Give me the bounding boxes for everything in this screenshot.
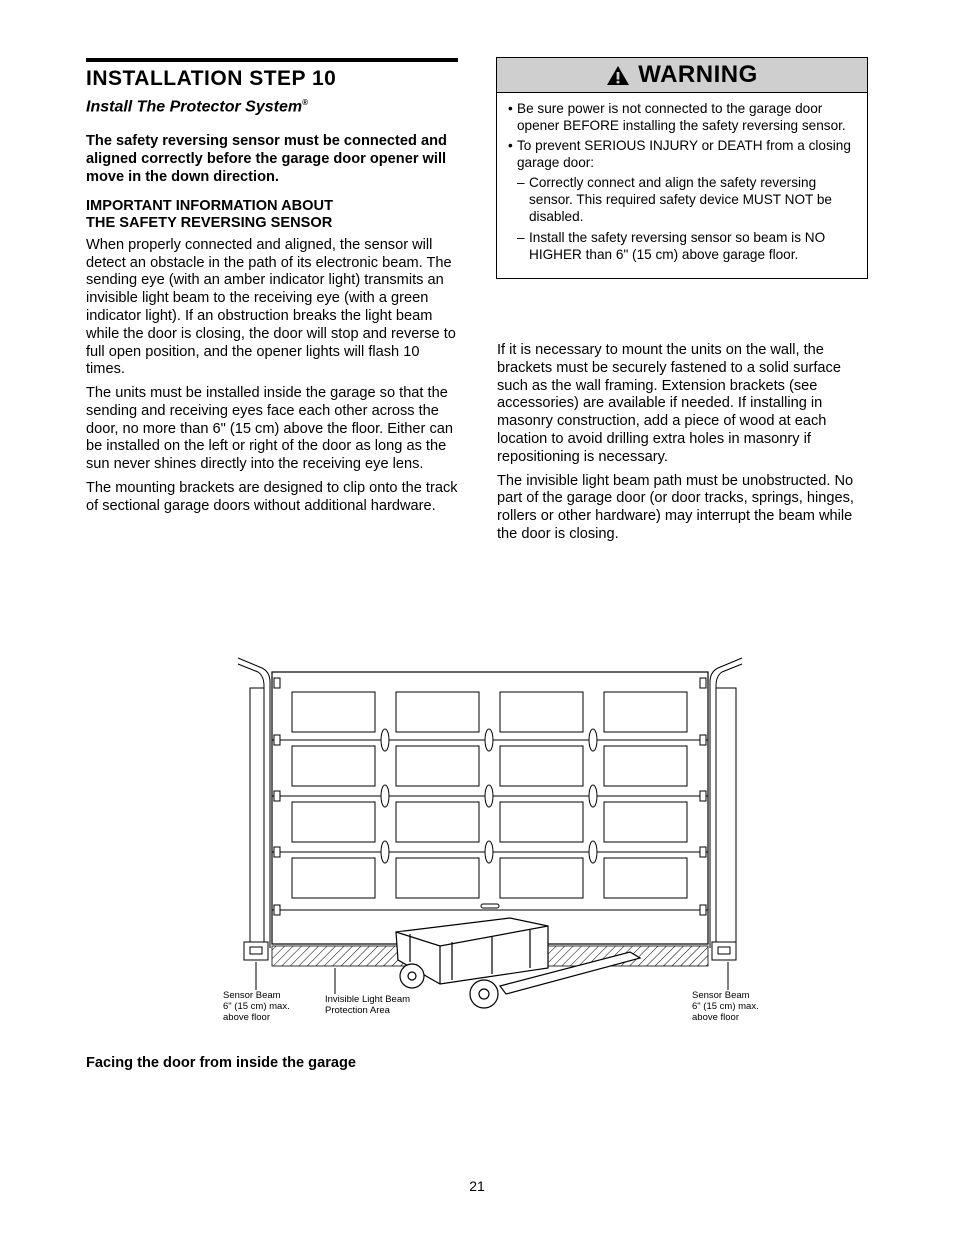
intro-paragraph: The safety reversing sensor must be connected and aligned correctly before the garage door opener will move in the down direction. xyxy=(86,133,447,185)
warning-sub-item-text: Correctly connect and align the safety reversing sensor. This required safety device MUST NOT be disabled. xyxy=(529,174,832,225)
label-light-beam-area: Invisible Light Beam Protection Area xyxy=(325,994,411,1016)
warning-body xyxy=(497,93,867,264)
warning-box xyxy=(496,57,868,279)
warning-header xyxy=(497,58,867,93)
left-column xyxy=(86,58,458,522)
paragraph-installation-location: The units must be installed inside the garage so that the sending and receiving eyes face each other across the door, no more than 6" (15 cm) above the floor. Either can be installed on the left or right of the door as long as the sun never shines directly into the receiving eye lens. xyxy=(86,385,453,473)
warning-sub-item: – Correctly connect and align the safety reversing sensor. This required safety device MUST NOT be disabled. xyxy=(517,174,857,226)
garage-door-illustration xyxy=(215,650,755,1030)
section-heading-line-1: IMPORTANT INFORMATION ABOUT xyxy=(86,197,333,214)
warning-triangle-icon xyxy=(606,65,630,86)
title-rule xyxy=(86,58,458,62)
label-sensor-beam-right: Sensor Beam 6" (15 cm) max. above floor xyxy=(692,990,759,1023)
warning-bullet: • To prevent SERIOUS INJURY or DEATH from a closing garage door: xyxy=(508,137,857,172)
left-sensor xyxy=(244,942,268,960)
page-title: INSTALLATION STEP 10 xyxy=(86,67,337,90)
right-column xyxy=(497,342,867,550)
label-sensor-beam-left: Sensor Beam 6" (15 cm) max. above floor xyxy=(223,990,290,1023)
left-door-track xyxy=(238,658,270,948)
paragraph-unobstructed-beam: The invisible light beam path must be unobstructed. No part of the garage door (or door tracks, springs, hinges, rollers or other hardware) may interrupt the beam while the door is closing. xyxy=(497,472,854,542)
paragraph-mounting-brackets: The mounting brackets are designed to clip onto the track of sectional garage doors without additional hardware. xyxy=(86,480,458,514)
section-heading xyxy=(86,198,458,233)
warning-bullet-text: To prevent SERIOUS INJURY or DEATH from a closing garage door: xyxy=(517,137,851,171)
warning-bullet-text: Be sure power is not connected to the garage door opener BEFORE installing the safety reversing sensor. xyxy=(517,101,846,134)
paragraph-wall-mounting: If it is necessary to mount the units on the wall, the brackets must be securely fastened to a solid surface such as the wall framing. Extension brackets (see accessories) are available if needed. If installing in masonry construction, add a piece of wood at each location to avoid drilling extra holes in masonry if repositioning is necessary. xyxy=(497,342,841,465)
subtitle-text: Install The Protector System xyxy=(86,98,303,116)
page-number: 21 xyxy=(469,1178,485,1194)
paragraph-sensor-detection: When properly connected and aligned, the sensor will detect an obstacle in the path of its electronic beam. The sending eye (with an amber indicator light) transmits an invisible light beam to the receiving eye (with a green indicator light). If an obstruction breaks the light beam while the door is closing, the door will stop and reverse to full open position, and the opener lights will flash 10 times. xyxy=(86,236,456,378)
registered-mark: ® xyxy=(302,98,308,107)
right-sensor xyxy=(712,942,736,960)
warning-bullet: • Be sure power is not connected to the garage door opener BEFORE installing the safety reversing sensor. xyxy=(508,100,857,135)
warning-sub-item: – Install the safety reversing sensor so beam is NO HIGHER than 6" (15 cm) above garage floor. xyxy=(517,229,857,264)
figure-caption: Facing the door from inside the garage xyxy=(86,1055,357,1071)
door-handle xyxy=(481,904,499,908)
warning-title: WARNING xyxy=(638,61,758,88)
page-subtitle xyxy=(86,93,458,117)
right-door-track xyxy=(710,658,742,948)
warning-sub-item-text: Install the safety reversing sensor so beam is NO HIGHER than 6" (15 cm) above garage floor. xyxy=(529,229,826,263)
section-heading-line-2: THE SAFETY REVERSING SENSOR xyxy=(86,215,333,232)
